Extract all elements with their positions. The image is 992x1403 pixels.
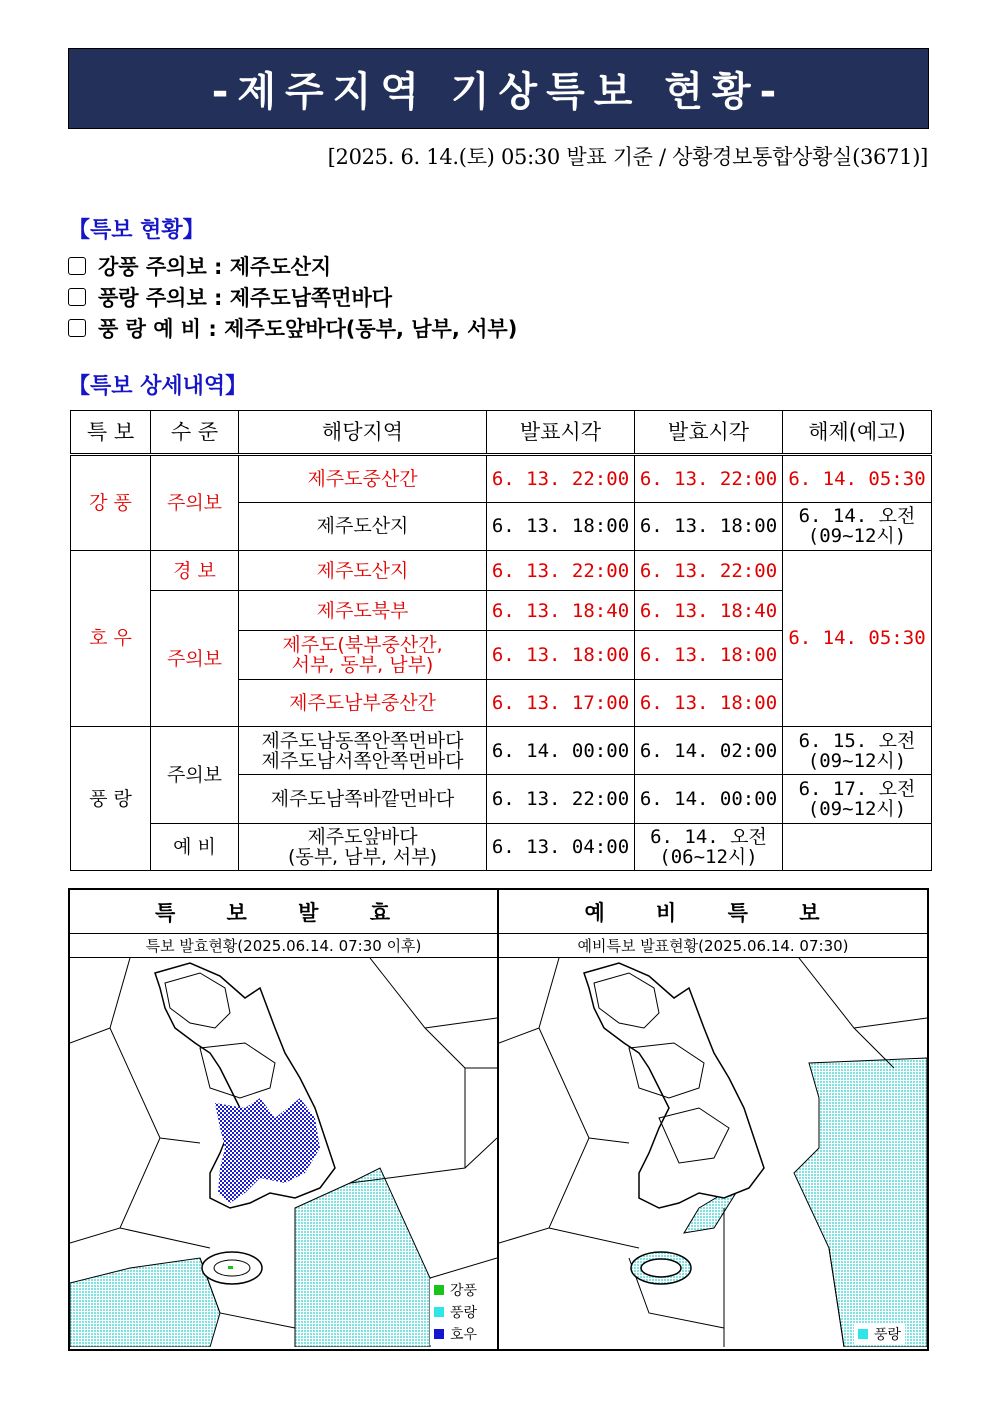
- effect-cell: 6. 14. 오전 (06~12시): [635, 823, 783, 870]
- alert-type: 풍 랑: [71, 727, 151, 871]
- effect-cell: 6. 14. 00:00: [635, 775, 783, 823]
- korea-prelim-map: [499, 958, 927, 1347]
- map-subtitle: 특보 발효현황(2025.06.14. 07:30 이후): [70, 934, 497, 958]
- table-row: [71, 550, 932, 590]
- announce-cell: 6. 13. 04:00: [487, 823, 635, 870]
- effect-cell: 6. 13. 22:00: [635, 455, 783, 502]
- sea-zone: [295, 1168, 430, 1347]
- area-cell: 제주도중산간: [239, 455, 487, 502]
- map-title: 예 비 특 보: [499, 890, 927, 934]
- announce-cell: 6. 13. 18:40: [487, 591, 635, 631]
- summary-item-text: 강풍 주의보 : 제주도산지: [98, 254, 332, 279]
- table-row: [71, 727, 932, 775]
- announce-cell: 6. 13. 22:00: [487, 775, 635, 823]
- announce-cell: 6. 13. 22:00: [487, 550, 635, 590]
- col-header: 수 준: [151, 411, 239, 455]
- legend-label: 풍랑: [450, 1305, 478, 1321]
- alert-type: 호 우: [71, 550, 151, 726]
- area-cell: 제주도남쪽바깥먼바다: [239, 775, 487, 823]
- legend-label: 풍랑: [874, 1327, 902, 1343]
- summary-item-text: 풍랑 주의보 : 제주도남쪽먼바다: [98, 285, 393, 310]
- effect-cell: 6. 13. 18:00: [635, 631, 783, 679]
- legend-item: [430, 1323, 481, 1345]
- legend-item: [854, 1323, 905, 1345]
- checkbox-icon: [68, 319, 86, 337]
- legend-swatch: [434, 1307, 444, 1317]
- announce-cell: 6. 13. 22:00: [487, 455, 635, 502]
- area-cell: 제주도산지: [239, 502, 487, 550]
- summary-item: [68, 312, 517, 343]
- release-cell: 6. 14. 05:30: [783, 550, 932, 726]
- alert-level: 경 보: [151, 550, 239, 590]
- legend-label: 강풍: [450, 1283, 478, 1299]
- legend-swatch: [434, 1329, 444, 1339]
- area-cell: 제주도앞바다 (동부, 남부, 서부): [239, 823, 487, 870]
- col-header: 발표시각: [487, 411, 635, 455]
- effect-cell: 6. 13. 18:00: [635, 502, 783, 550]
- release-cell: 6. 14. 05:30: [783, 455, 932, 502]
- area-cell: 제주도남부중산간: [239, 679, 487, 726]
- col-header: 발효시각: [635, 411, 783, 455]
- col-header: 특 보: [71, 411, 151, 455]
- summary-item: [68, 250, 517, 281]
- release-cell: [783, 823, 932, 870]
- map-subtitle: 예비특보 발표현황(2025.06.14. 07:30): [499, 934, 927, 958]
- title-banner: [68, 48, 929, 129]
- summary-item: [68, 281, 517, 312]
- sea-zone: [70, 1258, 220, 1347]
- col-header: 해당지역: [239, 411, 487, 455]
- active-alert-map-panel: [70, 890, 499, 1349]
- legend-label: 호우: [450, 1327, 478, 1343]
- area-cell: 제주도북부: [239, 591, 487, 631]
- release-cell: 6. 15. 오전 (09~12시): [783, 727, 932, 775]
- area-cell: 제주도남동쪽안쪽먼바다 제주도남서쪽안쪽먼바다: [239, 727, 487, 775]
- peninsula: [584, 963, 764, 1208]
- sea-zone: [794, 1058, 927, 1347]
- alert-type: 강 풍: [71, 455, 151, 551]
- col-header: 해제(예고): [783, 411, 932, 455]
- summary-list: [68, 250, 517, 343]
- summary-item-text: 풍 랑 예 비 : 제주도앞바다(동부, 남부, 서부): [98, 316, 518, 341]
- legend-swatch: [858, 1329, 868, 1339]
- effect-cell: 6. 13. 18:00: [635, 679, 783, 726]
- detail-table: [70, 410, 932, 871]
- alert-level: 주의보: [151, 455, 239, 551]
- map-panels: [68, 888, 929, 1351]
- legend-swatch: [434, 1285, 444, 1295]
- release-cell: 6. 17. 오전 (09~12시): [783, 775, 932, 823]
- legend-item: [430, 1301, 481, 1323]
- table-row: [71, 823, 932, 870]
- effect-cell: 6. 14. 02:00: [635, 727, 783, 775]
- announce-cell: 6. 14. 00:00: [487, 727, 635, 775]
- map-legend: [430, 1279, 481, 1345]
- announce-cell: 6. 13. 17:00: [487, 679, 635, 726]
- legend-item: [430, 1279, 481, 1301]
- alert-level: 예 비: [151, 823, 239, 870]
- jeju-island: [641, 1259, 681, 1277]
- page-title: -제주지역 기상특보 현황-: [211, 69, 786, 115]
- issued-time: [2025. 6. 14.(토) 05:30 발표 기준 / 상황경보통합상황실(3671)]: [327, 145, 928, 169]
- table-row: [71, 455, 932, 502]
- preliminary-alert-map-panel: [499, 890, 927, 1349]
- checkbox-icon: [68, 257, 86, 275]
- map-legend: [854, 1323, 905, 1345]
- effect-cell: 6. 13. 22:00: [635, 550, 783, 590]
- area-cell: 제주도산지: [239, 550, 487, 590]
- announce-cell: 6. 13. 18:00: [487, 631, 635, 679]
- area-cell: 제주도(북부중산간, 서부, 동부, 남부): [239, 631, 487, 679]
- release-cell: 6. 14. 오전 (09~12시): [783, 502, 932, 550]
- map-title: 특 보 발 효: [70, 890, 497, 934]
- summary-heading: 【특보 현황】: [68, 218, 205, 243]
- alert-level: 주의보: [151, 591, 239, 727]
- effect-cell: 6. 13. 18:40: [635, 591, 783, 631]
- alert-level: 주의보: [151, 727, 239, 824]
- checkbox-icon: [68, 288, 86, 306]
- announce-cell: 6. 13. 18:00: [487, 502, 635, 550]
- table-header-row: [71, 411, 932, 455]
- detail-heading: 【특보 상세내역】: [68, 374, 248, 399]
